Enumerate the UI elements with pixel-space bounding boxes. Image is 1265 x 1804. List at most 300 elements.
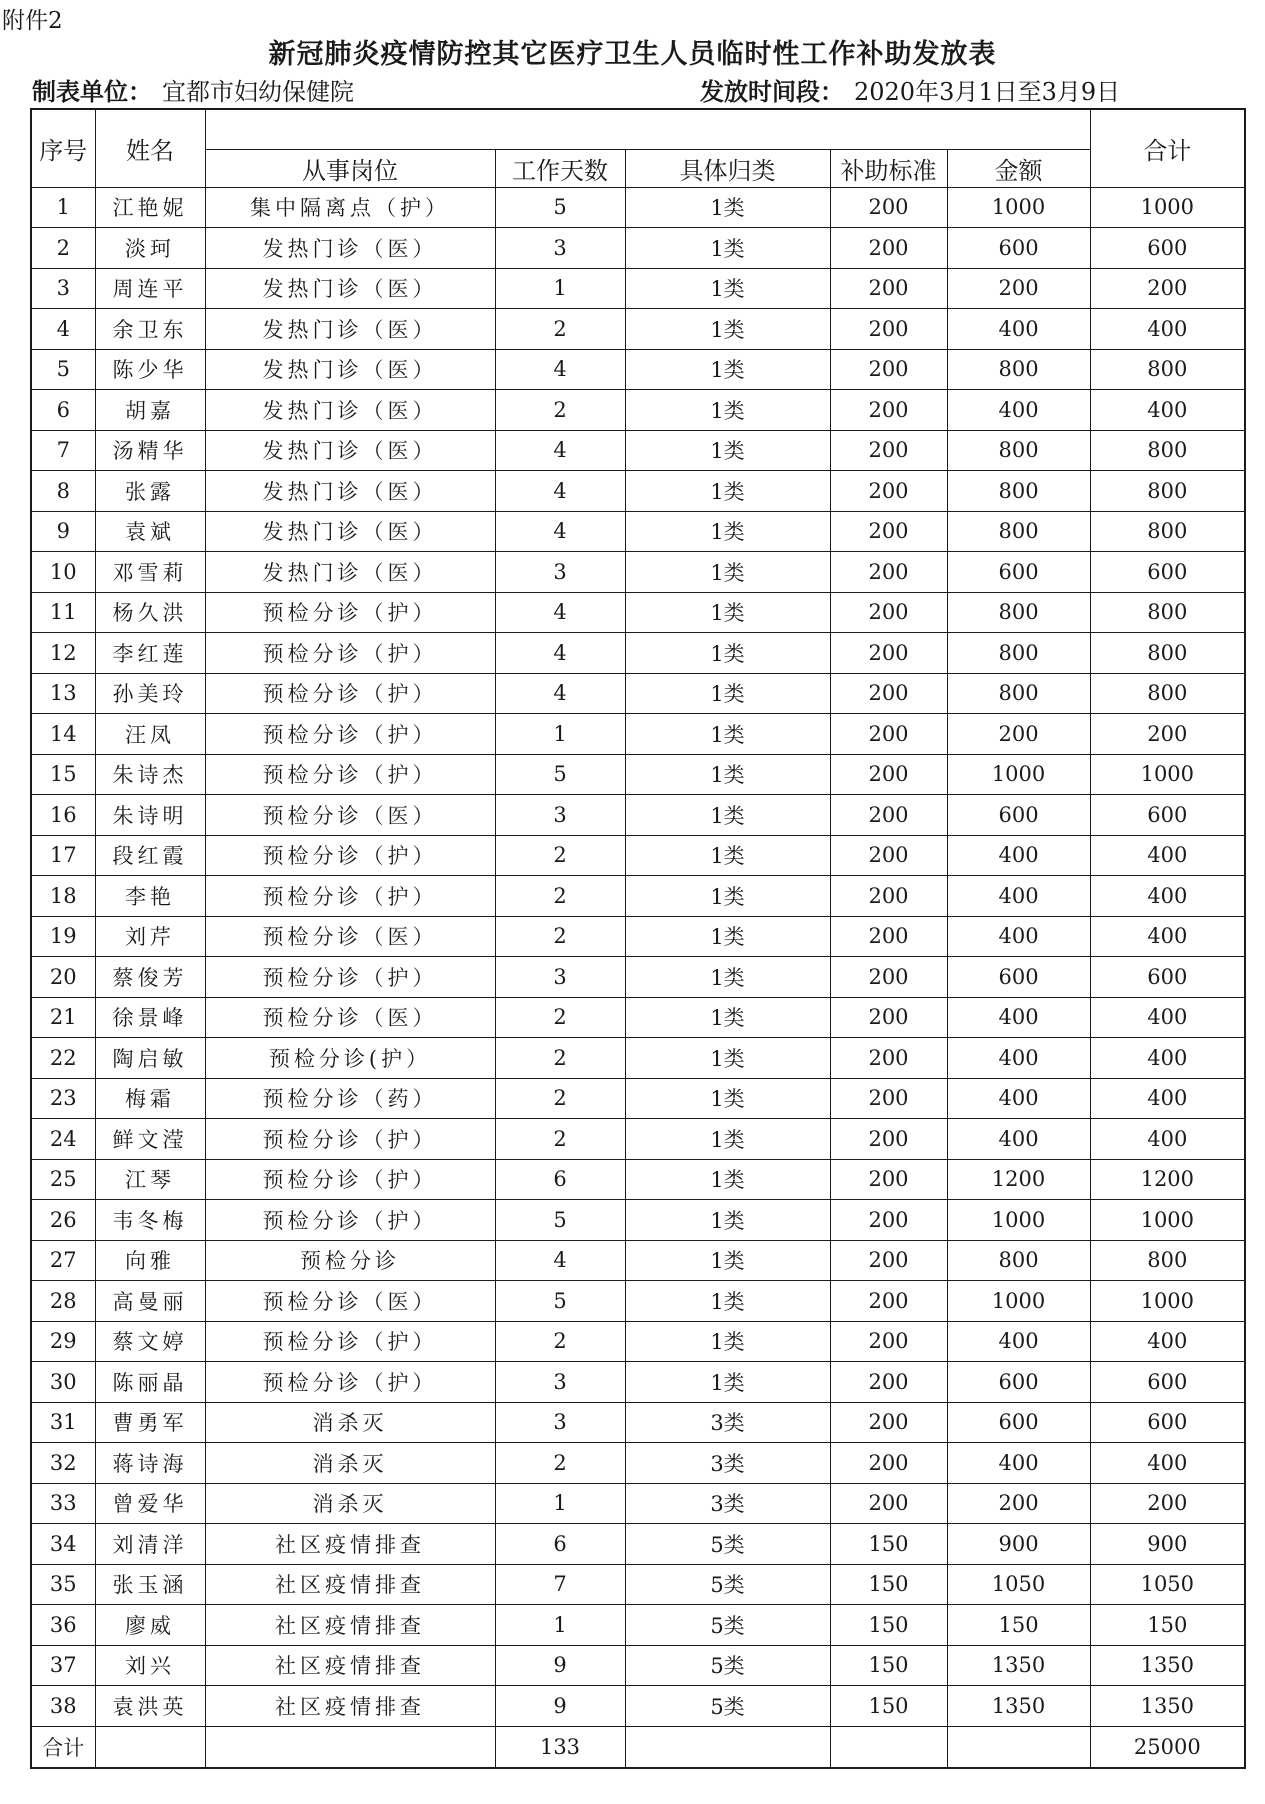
cell-seq: 3: [31, 268, 95, 309]
cell-total: 1050: [1090, 1564, 1245, 1605]
cell-post: 社区疫情排查: [205, 1645, 495, 1686]
cell-standard: 150: [830, 1645, 947, 1686]
table-row: [31, 187, 1245, 228]
cell-total: 800: [1090, 592, 1245, 633]
cell-name: 高曼丽: [95, 1281, 205, 1322]
cell-days: 4: [495, 511, 625, 552]
cell-amount: 800: [947, 1240, 1090, 1281]
cell-standard: 150: [830, 1524, 947, 1565]
cell-standard: 200: [830, 1159, 947, 1200]
cell-amount: 200: [947, 714, 1090, 755]
cell-category: 1类: [625, 228, 830, 269]
cell-amount: 600: [947, 552, 1090, 593]
cell-post: 预检分诊（护）: [205, 1200, 495, 1241]
cell-name: 淡珂: [95, 228, 205, 269]
cell-standard: 200: [830, 997, 947, 1038]
cell-post: 预检分诊（护）: [205, 1362, 495, 1403]
cell-total: 400: [1090, 1119, 1245, 1160]
cell-name: 邓雪莉: [95, 552, 205, 593]
cell-days: 1: [495, 268, 625, 309]
cell-total: 400: [1090, 916, 1245, 957]
table-row: [31, 1240, 1245, 1281]
cell-total: 1200: [1090, 1159, 1245, 1200]
total-empty-amount: [947, 1726, 1090, 1768]
cell-category: 1类: [625, 349, 830, 390]
cell-name: 向雅: [95, 1240, 205, 1281]
cell-standard: 200: [830, 916, 947, 957]
cell-post: 预检分诊（护）: [205, 633, 495, 674]
col-header-category: 具体归类: [625, 149, 830, 187]
cell-category: 1类: [625, 1281, 830, 1322]
cell-name: 鲜文滢: [95, 1119, 205, 1160]
page-title: 新冠肺炎疫情防控其它医疗卫生人员临时性工作补助发放表: [268, 39, 997, 70]
cell-days: 1: [495, 1605, 625, 1646]
cell-name: 汤精华: [95, 430, 205, 471]
cell-seq: 15: [31, 754, 95, 795]
cell-seq: 37: [31, 1645, 95, 1686]
cell-standard: 200: [830, 1078, 947, 1119]
cell-seq: 11: [31, 592, 95, 633]
cell-category: 5类: [625, 1645, 830, 1686]
cell-post: 预检分诊（护）: [205, 714, 495, 755]
cell-category: 1类: [625, 795, 830, 836]
cell-post: 发热门诊（医）: [205, 228, 495, 269]
table-row: [31, 471, 1245, 512]
cell-amount: 800: [947, 633, 1090, 674]
cell-amount: 400: [947, 1119, 1090, 1160]
cell-post: 预检分诊（护）: [205, 1159, 495, 1200]
cell-total: 600: [1090, 552, 1245, 593]
cell-amount: 1000: [947, 1200, 1090, 1241]
cell-post: 预检分诊（医）: [205, 916, 495, 957]
cell-name: 蔡俊芳: [95, 957, 205, 998]
total-empty-category: [625, 1726, 830, 1768]
cell-amount: 1350: [947, 1686, 1090, 1727]
header-spacer: [205, 109, 1090, 149]
cell-days: 4: [495, 592, 625, 633]
cell-amount: 400: [947, 835, 1090, 876]
attachment-label: 附件2: [2, 8, 63, 34]
cell-category: 1类: [625, 673, 830, 714]
cell-name: 蒋诗海: [95, 1443, 205, 1484]
cell-standard: 200: [830, 957, 947, 998]
cell-seq: 14: [31, 714, 95, 755]
cell-amount: 1200: [947, 1159, 1090, 1200]
cell-amount: 400: [947, 916, 1090, 957]
table-row: [31, 714, 1245, 755]
table-row: [31, 1078, 1245, 1119]
cell-category: 1类: [625, 511, 830, 552]
table-row: [31, 1321, 1245, 1362]
cell-post: 集中隔离点（护）: [205, 187, 495, 228]
cell-days: 7: [495, 1564, 625, 1605]
table-row: [31, 1443, 1245, 1484]
table-row: [31, 633, 1245, 674]
cell-amount: 400: [947, 390, 1090, 431]
payment-period: [700, 72, 1120, 107]
table-row: [31, 1281, 1245, 1322]
table-row: [31, 1686, 1245, 1727]
cell-standard: 200: [830, 349, 947, 390]
cell-standard: 200: [830, 1321, 947, 1362]
cell-standard: 150: [830, 1605, 947, 1646]
cell-days: 6: [495, 1524, 625, 1565]
cell-post: 预检分诊（医）: [205, 1281, 495, 1322]
cell-amount: 600: [947, 957, 1090, 998]
period-value: 2020年3月1日至3月9日: [854, 78, 1121, 106]
cell-post: 预检分诊（护）: [205, 754, 495, 795]
cell-name: 袁斌: [95, 511, 205, 552]
cell-total: 150: [1090, 1605, 1245, 1646]
cell-category: 3类: [625, 1443, 830, 1484]
cell-name: 胡嘉: [95, 390, 205, 431]
cell-seq: 12: [31, 633, 95, 674]
cell-seq: 35: [31, 1564, 95, 1605]
col-header-standard: 补助标准: [830, 149, 947, 187]
cell-name: 曹勇军: [95, 1402, 205, 1443]
cell-seq: 1: [31, 187, 95, 228]
cell-category: 1类: [625, 1321, 830, 1362]
cell-seq: 13: [31, 673, 95, 714]
cell-seq: 5: [31, 349, 95, 390]
cell-amount: 400: [947, 997, 1090, 1038]
cell-post: 消杀灭: [205, 1483, 495, 1524]
cell-standard: 200: [830, 835, 947, 876]
cell-total: 400: [1090, 997, 1245, 1038]
cell-amount: 600: [947, 1362, 1090, 1403]
table-row: [31, 430, 1245, 471]
cell-post: 发热门诊（医）: [205, 309, 495, 350]
cell-standard: 200: [830, 1038, 947, 1079]
cell-name: 袁洪英: [95, 1686, 205, 1727]
cell-category: 3类: [625, 1483, 830, 1524]
cell-standard: 200: [830, 1200, 947, 1241]
cell-post: 消杀灭: [205, 1402, 495, 1443]
cell-name: 李艳: [95, 876, 205, 917]
cell-total: 1000: [1090, 187, 1245, 228]
cell-seq: 4: [31, 309, 95, 350]
cell-days: 2: [495, 1443, 625, 1484]
cell-days: 3: [495, 552, 625, 593]
cell-days: 3: [495, 1402, 625, 1443]
cell-days: 5: [495, 1281, 625, 1322]
cell-total: 200: [1090, 1483, 1245, 1524]
cell-category: 1类: [625, 1159, 830, 1200]
cell-category: 1类: [625, 552, 830, 593]
cell-standard: 200: [830, 1281, 947, 1322]
table-row: [31, 957, 1245, 998]
cell-category: 1类: [625, 916, 830, 957]
cell-post: 预检分诊（护）: [205, 876, 495, 917]
table-row: [31, 228, 1245, 269]
cell-name: 江琴: [95, 1159, 205, 1200]
cell-amount: 400: [947, 1443, 1090, 1484]
cell-total: 600: [1090, 1362, 1245, 1403]
table-row: [31, 1362, 1245, 1403]
table-row: [31, 997, 1245, 1038]
cell-days: 4: [495, 430, 625, 471]
cell-name: 张玉涵: [95, 1564, 205, 1605]
cell-category: 1类: [625, 633, 830, 674]
cell-category: 1类: [625, 714, 830, 755]
table-row: [31, 1483, 1245, 1524]
cell-amount: 400: [947, 1321, 1090, 1362]
cell-seq: 6: [31, 390, 95, 431]
cell-days: 3: [495, 795, 625, 836]
cell-days: 2: [495, 1038, 625, 1079]
cell-total: 600: [1090, 795, 1245, 836]
cell-post: 预检分诊(护）: [205, 1038, 495, 1079]
cell-name: 孙美玲: [95, 673, 205, 714]
total-row: [31, 1726, 1245, 1768]
cell-standard: 200: [830, 1240, 947, 1281]
total-empty-standard: [830, 1726, 947, 1768]
cell-amount: 800: [947, 511, 1090, 552]
cell-name: 曾爱华: [95, 1483, 205, 1524]
cell-name: 梅霜: [95, 1078, 205, 1119]
total-empty-post: [205, 1726, 495, 1768]
cell-days: 9: [495, 1645, 625, 1686]
cell-days: 2: [495, 1119, 625, 1160]
table-row: [31, 1200, 1245, 1241]
cell-days: 9: [495, 1686, 625, 1727]
col-header-name: 姓名: [95, 109, 205, 187]
cell-post: 预检分诊（医）: [205, 997, 495, 1038]
table-row: [31, 673, 1245, 714]
cell-category: 1类: [625, 957, 830, 998]
issuing-unit: [32, 72, 354, 107]
cell-total: 900: [1090, 1524, 1245, 1565]
col-header-post: 从事岗位: [205, 149, 495, 187]
cell-category: 5类: [625, 1605, 830, 1646]
table-row: [31, 1159, 1245, 1200]
cell-amount: 1000: [947, 1281, 1090, 1322]
cell-amount: 400: [947, 876, 1090, 917]
cell-category: 1类: [625, 1078, 830, 1119]
cell-seq: 33: [31, 1483, 95, 1524]
col-header-seq: 序号: [31, 109, 95, 187]
cell-name: 张露: [95, 471, 205, 512]
cell-category: 3类: [625, 1402, 830, 1443]
cell-seq: 10: [31, 552, 95, 593]
cell-total: 400: [1090, 309, 1245, 350]
cell-standard: 200: [830, 795, 947, 836]
table-row: [31, 268, 1245, 309]
cell-total: 400: [1090, 1038, 1245, 1079]
cell-name: 刘清洋: [95, 1524, 205, 1565]
cell-name: 徐景峰: [95, 997, 205, 1038]
unit-value: 宜都市妇幼保健院: [162, 78, 354, 106]
cell-seq: 24: [31, 1119, 95, 1160]
cell-standard: 200: [830, 430, 947, 471]
cell-category: 5类: [625, 1564, 830, 1605]
table-row: [31, 1038, 1245, 1079]
cell-amount: 150: [947, 1605, 1090, 1646]
cell-days: 2: [495, 997, 625, 1038]
cell-amount: 1050: [947, 1564, 1090, 1605]
cell-name: 汪凤: [95, 714, 205, 755]
cell-post: 社区疫情排查: [205, 1605, 495, 1646]
cell-days: 2: [495, 916, 625, 957]
table-row: [31, 552, 1245, 593]
cell-name: 余卫东: [95, 309, 205, 350]
cell-category: 1类: [625, 876, 830, 917]
table-row: [31, 1605, 1245, 1646]
cell-amount: 800: [947, 673, 1090, 714]
cell-name: 江艳妮: [95, 187, 205, 228]
cell-days: 4: [495, 471, 625, 512]
cell-post: 社区疫情排查: [205, 1686, 495, 1727]
cell-standard: 200: [830, 1402, 947, 1443]
cell-total: 800: [1090, 430, 1245, 471]
cell-standard: 200: [830, 390, 947, 431]
cell-post: 预检分诊（医）: [205, 795, 495, 836]
cell-name: 朱诗杰: [95, 754, 205, 795]
cell-category: 1类: [625, 430, 830, 471]
cell-total: 400: [1090, 1443, 1245, 1484]
table-row: [31, 511, 1245, 552]
grand-total: 25000: [1090, 1726, 1245, 1768]
cell-days: 1: [495, 1483, 625, 1524]
cell-amount: 400: [947, 1038, 1090, 1079]
cell-post: 社区疫情排查: [205, 1524, 495, 1565]
table-row: [31, 1402, 1245, 1443]
cell-total: 1000: [1090, 1281, 1245, 1322]
cell-name: 刘兴: [95, 1645, 205, 1686]
cell-amount: 400: [947, 309, 1090, 350]
cell-total: 1350: [1090, 1686, 1245, 1727]
cell-seq: 21: [31, 997, 95, 1038]
cell-category: 1类: [625, 1200, 830, 1241]
cell-seq: 31: [31, 1402, 95, 1443]
cell-days: 3: [495, 957, 625, 998]
cell-post: 预检分诊（护）: [205, 592, 495, 633]
cell-total: 800: [1090, 471, 1245, 512]
cell-total: 600: [1090, 957, 1245, 998]
cell-seq: 2: [31, 228, 95, 269]
cell-post: 预检分诊（护）: [205, 1119, 495, 1160]
cell-standard: 150: [830, 1686, 947, 1727]
cell-post: 预检分诊: [205, 1240, 495, 1281]
table-row: [31, 1645, 1245, 1686]
cell-amount: 1350: [947, 1645, 1090, 1686]
cell-days: 5: [495, 187, 625, 228]
cell-days: 4: [495, 633, 625, 674]
cell-category: 5类: [625, 1524, 830, 1565]
cell-seq: 27: [31, 1240, 95, 1281]
table-row: [31, 835, 1245, 876]
cell-total: 800: [1090, 349, 1245, 390]
cell-amount: 800: [947, 471, 1090, 512]
cell-amount: 600: [947, 1402, 1090, 1443]
cell-post: 预检分诊（护）: [205, 835, 495, 876]
cell-days: 3: [495, 228, 625, 269]
cell-seq: 25: [31, 1159, 95, 1200]
cell-days: 2: [495, 1078, 625, 1119]
cell-name: 陶启敏: [95, 1038, 205, 1079]
cell-seq: 28: [31, 1281, 95, 1322]
cell-standard: 150: [830, 1564, 947, 1605]
cell-total: 200: [1090, 714, 1245, 755]
table-row: [31, 795, 1245, 836]
cell-seq: 7: [31, 430, 95, 471]
cell-amount: 1000: [947, 754, 1090, 795]
cell-days: 5: [495, 1200, 625, 1241]
total-days: 133: [495, 1726, 625, 1768]
cell-post: 发热门诊（医）: [205, 268, 495, 309]
cell-category: 1类: [625, 187, 830, 228]
cell-name: 刘芹: [95, 916, 205, 957]
cell-category: 1类: [625, 471, 830, 512]
cell-total: 600: [1090, 228, 1245, 269]
table-row: [31, 916, 1245, 957]
cell-seq: 26: [31, 1200, 95, 1241]
total-empty-name: [95, 1726, 205, 1768]
cell-standard: 200: [830, 754, 947, 795]
subsidy-table: [30, 108, 1246, 1769]
total-label: 合计: [31, 1726, 95, 1768]
cell-standard: 200: [830, 268, 947, 309]
cell-name: 陈少华: [95, 349, 205, 390]
cell-amount: 800: [947, 349, 1090, 390]
cell-category: 1类: [625, 1240, 830, 1281]
cell-days: 2: [495, 390, 625, 431]
cell-category: 1类: [625, 835, 830, 876]
cell-category: 1类: [625, 1362, 830, 1403]
cell-total: 800: [1090, 633, 1245, 674]
cell-days: 5: [495, 754, 625, 795]
cell-total: 1000: [1090, 1200, 1245, 1241]
cell-days: 2: [495, 309, 625, 350]
cell-total: 400: [1090, 876, 1245, 917]
table-row: [31, 390, 1245, 431]
col-header-total: 合计: [1090, 109, 1245, 187]
cell-days: 4: [495, 349, 625, 390]
cell-total: 800: [1090, 511, 1245, 552]
table-row: [31, 754, 1245, 795]
cell-total: 1000: [1090, 754, 1245, 795]
cell-days: 1: [495, 714, 625, 755]
cell-total: 400: [1090, 390, 1245, 431]
cell-amount: 1000: [947, 187, 1090, 228]
cell-name: 杨久洪: [95, 592, 205, 633]
cell-seq: 16: [31, 795, 95, 836]
cell-post: 发热门诊（医）: [205, 349, 495, 390]
table-row: [31, 349, 1245, 390]
cell-standard: 200: [830, 511, 947, 552]
cell-standard: 200: [830, 1362, 947, 1403]
cell-days: 3: [495, 1362, 625, 1403]
cell-category: 1类: [625, 1038, 830, 1079]
cell-amount: 200: [947, 1483, 1090, 1524]
table-row: [31, 592, 1245, 633]
period-label: 发放时间段：: [700, 77, 844, 106]
cell-category: 1类: [625, 754, 830, 795]
cell-total: 400: [1090, 835, 1245, 876]
table-row: [31, 1564, 1245, 1605]
cell-days: 2: [495, 835, 625, 876]
cell-total: 1350: [1090, 1645, 1245, 1686]
cell-standard: 200: [830, 876, 947, 917]
cell-seq: 32: [31, 1443, 95, 1484]
cell-standard: 200: [830, 1119, 947, 1160]
cell-days: 4: [495, 1240, 625, 1281]
cell-seq: 8: [31, 471, 95, 512]
cell-standard: 200: [830, 714, 947, 755]
cell-amount: 600: [947, 795, 1090, 836]
cell-post: 消杀灭: [205, 1443, 495, 1484]
cell-standard: 200: [830, 309, 947, 350]
